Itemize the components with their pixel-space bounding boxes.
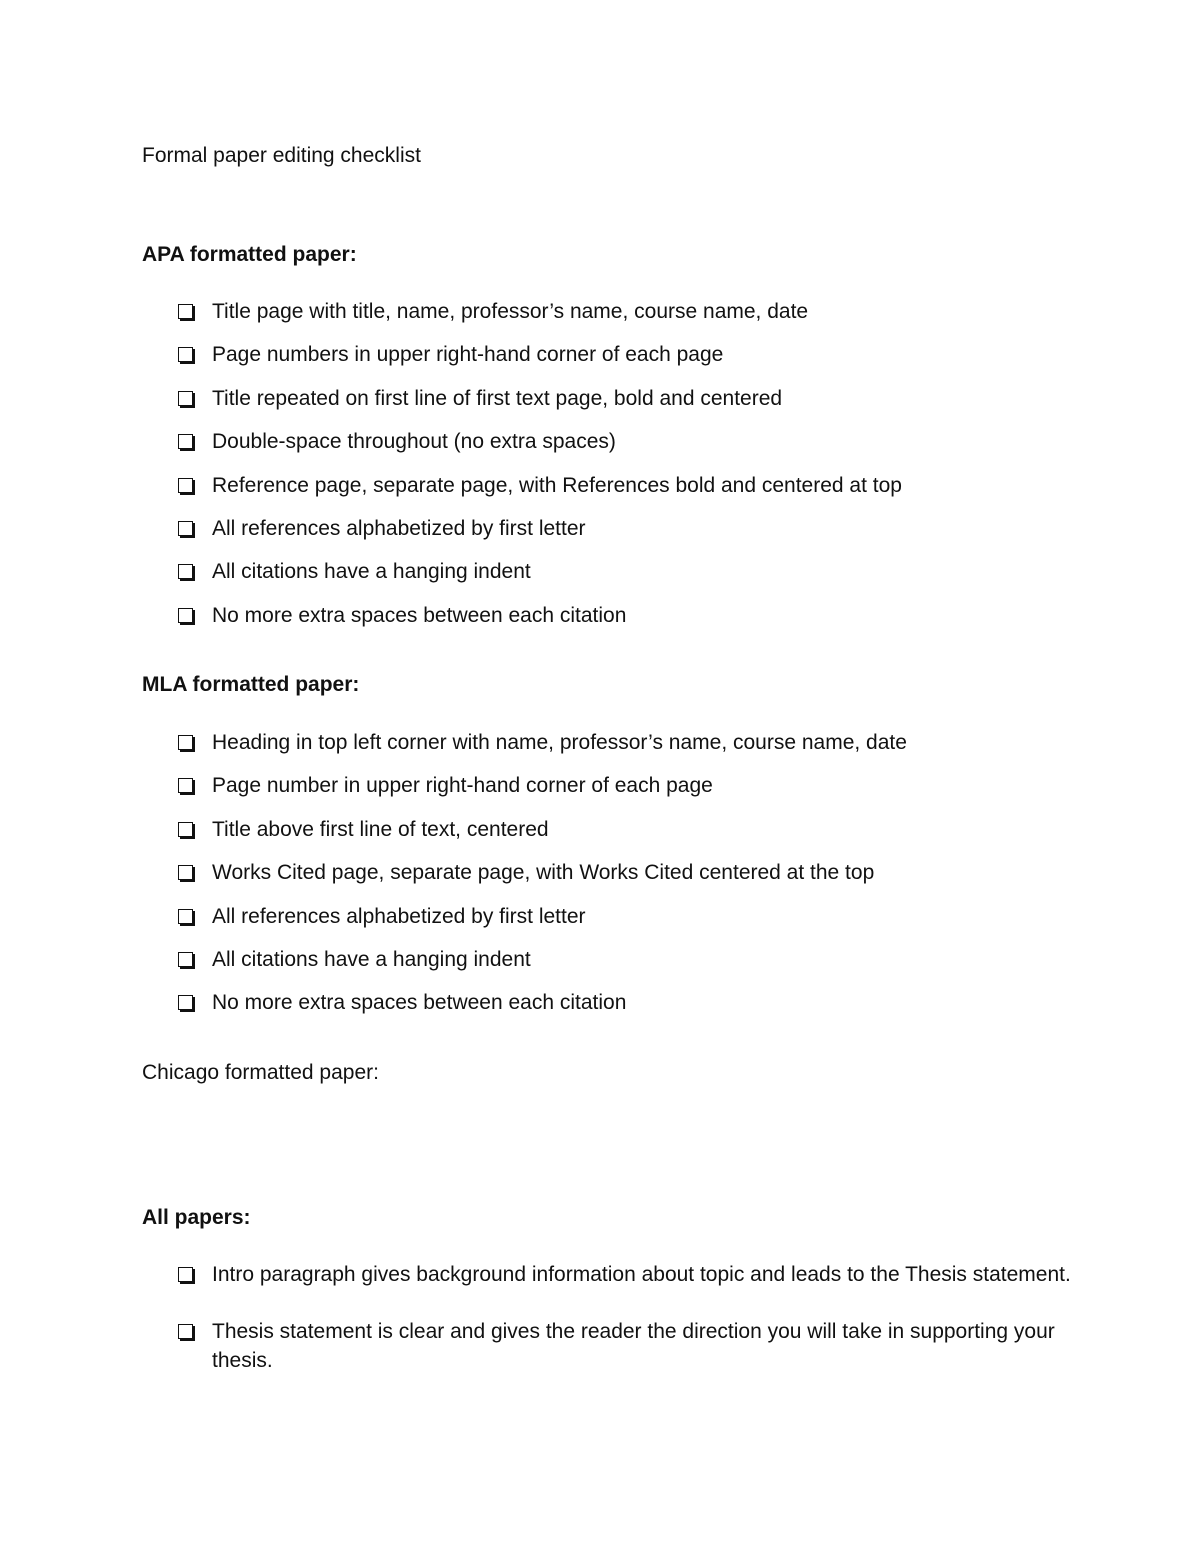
checklist-item-label: Reference page, separate page, with References bold and centered at top	[212, 473, 902, 497]
checkbox[interactable]	[178, 778, 193, 793]
checkbox[interactable]	[178, 304, 193, 319]
checklist-item	[176, 902, 1072, 931]
checklist-item	[176, 471, 1072, 500]
checkbox[interactable]	[178, 478, 193, 493]
checklist-item	[176, 771, 1072, 800]
checklist-item-label: All references alphabetized by first letter	[212, 516, 586, 540]
checklist-item	[176, 384, 1072, 413]
checklist-item	[176, 858, 1072, 887]
chicago-heading: Chicago formatted paper:	[142, 1061, 379, 1084]
checklist-item	[176, 988, 1072, 1017]
checkbox[interactable]	[178, 347, 193, 362]
checklist-item	[176, 340, 1072, 369]
checklist-item	[176, 557, 1072, 586]
checklist-item-label: Works Cited page, separate page, with Works Cited centered at the top	[212, 861, 875, 885]
checklist-item	[176, 1317, 1072, 1375]
all-papers-heading: All papers:	[142, 1206, 251, 1229]
checklist-item	[176, 815, 1072, 844]
checkbox[interactable]	[178, 909, 193, 924]
document-title: Formal paper editing checklist	[142, 144, 421, 167]
checklist-item	[176, 297, 1072, 326]
checkbox[interactable]	[178, 735, 193, 750]
checklist-item-label: Title repeated on first line of first text page, bold and centered	[212, 386, 783, 410]
checkbox[interactable]	[178, 995, 193, 1010]
apa-checklist	[176, 297, 1072, 644]
checklist-item	[176, 728, 1072, 757]
all-papers-checklist	[176, 1260, 1072, 1403]
checklist-item-label: Heading in top left corner with name, professor’s name, course name, date	[212, 731, 907, 754]
checklist-item-label: Thesis statement is clear and gives the reader the direction you will take in supporting your thesis.	[212, 1320, 1055, 1372]
checklist-item-label: Title above first line of text, centered	[212, 817, 549, 841]
checklist-item-label: Page number in upper right-hand corner of each page	[212, 774, 713, 798]
checklist-item	[176, 601, 1072, 630]
checklist-item	[176, 427, 1072, 456]
checkbox[interactable]	[178, 865, 193, 880]
checkbox[interactable]	[178, 952, 193, 967]
checklist-item	[176, 1260, 1072, 1289]
mla-checklist	[176, 728, 1072, 1032]
checklist-item-label: Intro paragraph gives background information about topic and leads to the Thesis statement.	[212, 1263, 1071, 1286]
checklist-item-label: All citations have a hanging indent	[212, 560, 531, 584]
checkbox[interactable]	[178, 822, 193, 837]
checkbox[interactable]	[178, 1324, 193, 1339]
checklist-item-label: No more extra spaces between each citation	[212, 991, 627, 1015]
apa-heading: APA formatted paper:	[142, 243, 357, 266]
checklist-item-label: No more extra spaces between each citation	[212, 603, 627, 627]
checklist-item	[176, 945, 1072, 974]
mla-heading: MLA formatted paper:	[142, 673, 360, 696]
checkbox[interactable]	[178, 434, 193, 449]
checklist-item	[176, 514, 1072, 543]
checklist-item-label: All references alphabetized by first letter	[212, 904, 586, 928]
checklist-item-label: All citations have a hanging indent	[212, 947, 531, 971]
checkbox[interactable]	[178, 608, 193, 623]
checkbox[interactable]	[178, 564, 193, 579]
checklist-item-label: Page numbers in upper right-hand corner of each page	[212, 343, 724, 367]
checkbox[interactable]	[178, 521, 193, 536]
checkbox[interactable]	[178, 1267, 193, 1282]
checklist-item-label: Title page with title, name, professor’s name, course name, date	[212, 300, 809, 323]
checkbox[interactable]	[178, 391, 193, 406]
checklist-item-label: Double-space throughout (no extra spaces)	[212, 430, 616, 454]
